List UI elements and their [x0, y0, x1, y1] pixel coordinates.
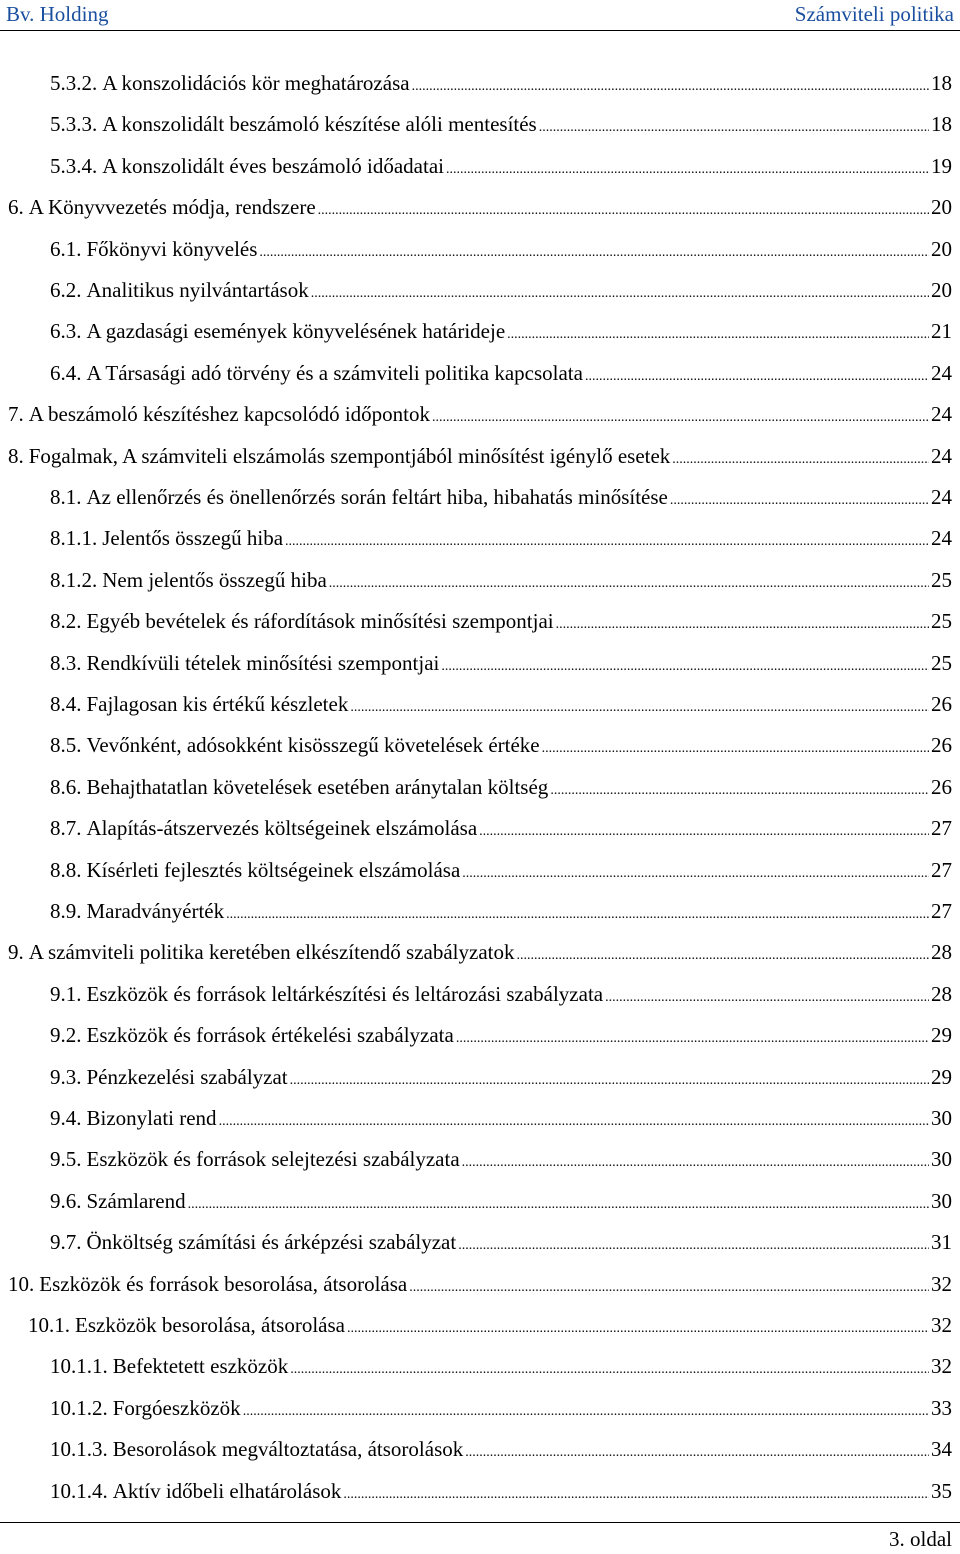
toc-entry-page: 26: [931, 692, 952, 716]
toc-leader-dots: [458, 1227, 929, 1261]
toc-entry-page: 24: [931, 485, 952, 509]
toc-entry-title: Rendkívüli tételek minősítési szempontjai: [86, 650, 440, 675]
toc-entry[interactable]: [8, 1269, 952, 1299]
toc-entry-number: 9.5.: [50, 1147, 82, 1172]
toc-entry-number: 6.4.: [50, 360, 82, 385]
toc-entry-page: 26: [931, 774, 952, 799]
toc-entry-number: 8.2.: [50, 609, 82, 634]
toc-entry-number: 6.2.: [50, 278, 82, 302]
toc-entry-number: 9.2.: [50, 1023, 82, 1048]
toc-entry[interactable]: [50, 1062, 952, 1092]
toc-entry-number: 5.3.4.: [50, 153, 98, 178]
toc-entry-number: 9.1.: [50, 981, 82, 1006]
toc-entry-page: 30: [931, 1147, 952, 1172]
toc-entry-number: 9.: [8, 940, 24, 965]
toc-entry-title: Maradványérték: [86, 899, 225, 923]
toc-leader-dots: [432, 399, 929, 433]
toc-leader-dots: [290, 1062, 929, 1096]
toc-entry[interactable]: [50, 772, 952, 802]
toc-leader-dots: [412, 68, 929, 102]
footer-divider: [0, 1522, 960, 1523]
toc-entry-page: 25: [931, 650, 952, 675]
toc-entry-number: 8.7.: [50, 816, 82, 841]
toc-entry-title: Eszközök és források leltárkészítési és leltározási szabályzata: [86, 981, 604, 1006]
toc-entry-title: A Könyvvezetés módja, rendszere: [28, 195, 316, 220]
toc-entry-number: 8.9.: [50, 899, 82, 923]
toc-entry-page: 34: [931, 1437, 952, 1462]
toc-leader-dots: [446, 151, 929, 185]
toc-entry[interactable]: [50, 109, 952, 139]
toc-entry[interactable]: [8, 937, 952, 967]
toc-leader-dots: [219, 1103, 929, 1137]
toc-leader-dots: [259, 234, 929, 268]
toc-entry-title: A konszolidált éves beszámoló időadatai: [102, 153, 444, 178]
header-document-title: Számviteli politika: [794, 2, 954, 26]
toc-entry-number: 8.1.: [50, 485, 82, 509]
toc-entry[interactable]: [50, 358, 952, 388]
toc-entry[interactable]: [50, 1476, 952, 1506]
toc-entry-title: Pénzkezelési szabályzat: [86, 1064, 288, 1089]
toc-entry[interactable]: [50, 482, 952, 512]
toc-entry-number: 7.: [8, 402, 24, 427]
toc-entry-title: Jelentős összegű hiba: [102, 526, 284, 551]
toc-entry-number: 10.1.4.: [50, 1478, 108, 1503]
toc-entry-title: Eszközök és források értékelési szabályzata: [86, 1023, 454, 1048]
toc-leader-dots: [539, 109, 929, 143]
toc-entry-page: 31: [931, 1230, 952, 1255]
toc-entry-title: Befektetett eszközök: [112, 1354, 289, 1379]
toc-entry-title: A konszolidációs kör meghatározása: [102, 71, 410, 95]
toc-leader-dots: [670, 482, 929, 516]
header-company: Bv. Holding: [6, 2, 109, 26]
toc-entry-page: 30: [931, 1188, 952, 1213]
toc-entry-title: Alapítás-átszervezés költségeinek elszámolása: [86, 816, 478, 841]
toc-entry[interactable]: [50, 689, 952, 719]
toc-entry-page: 28: [931, 981, 952, 1006]
toc-leader-dots: [311, 275, 929, 309]
toc-entry[interactable]: [8, 192, 952, 222]
toc-entry-number: 10.1.3.: [50, 1437, 108, 1462]
toc-entry-number: 8.5.: [50, 733, 82, 758]
toc-entry-title: Vevőnként, adósokként kisösszegű követelések értéke: [86, 733, 540, 758]
toc-entry[interactable]: [50, 1186, 952, 1216]
toc-entry-page: 27: [931, 857, 952, 882]
toc-entry-number: 10.1.: [28, 1313, 70, 1337]
toc-entry-number: 8.3.: [50, 650, 82, 675]
toc-leader-dots: [347, 1310, 929, 1344]
toc-entry[interactable]: [50, 896, 952, 926]
toc-entry-title: A beszámoló készítéshez kapcsolódó időpontok: [28, 402, 430, 427]
toc-leader-dots: [550, 772, 929, 806]
toc-entry[interactable]: [50, 316, 952, 346]
toc-entry[interactable]: [50, 523, 952, 553]
toc-entry[interactable]: [8, 399, 952, 429]
toc-entry-page: 29: [931, 1064, 952, 1089]
toc-entry-title: Számlarend: [86, 1188, 186, 1213]
toc-entry[interactable]: [50, 648, 952, 678]
toc-entry-title: A gazdasági események könyvelésének határideje: [86, 319, 506, 344]
toc-entry[interactable]: [50, 151, 952, 181]
toc-entry-number: 9.4.: [50, 1106, 82, 1130]
toc-entry-title: Nem jelentős összegű hiba: [102, 567, 327, 592]
toc-entry-number: 5.3.2.: [50, 71, 98, 95]
toc-leader-dots: [318, 192, 929, 226]
toc-entry-number: 9.3.: [50, 1064, 82, 1089]
toc-entry-page: 24: [931, 443, 952, 468]
toc-leader-dots: [556, 606, 929, 640]
toc-entry-title: Forgóeszközök: [112, 1395, 241, 1420]
toc-entry[interactable]: [50, 606, 952, 636]
toc-entry-title: A számviteli politika keretében elkészítendő szabályzatok: [28, 940, 515, 965]
toc-entry-page: 33: [931, 1395, 952, 1420]
toc-entry-title: Analitikus nyilvántartások: [86, 278, 309, 302]
toc-entry-title: Eszközök és források besorolása, átsorolása: [39, 1271, 408, 1296]
toc-entry-title: Egyéb bevételek és ráfordítások minősítési szempontjai: [86, 609, 554, 634]
toc-entry-title: Fajlagosan kis értékű készletek: [86, 692, 349, 716]
toc-entry-title: Önköltség számítási és árképzési szabályzat: [86, 1230, 457, 1255]
toc-entry[interactable]: [50, 730, 952, 760]
toc-entry[interactable]: [50, 1227, 952, 1257]
toc-entry[interactable]: [50, 68, 952, 98]
toc-leader-dots: [456, 1020, 929, 1054]
toc-entry[interactable]: [50, 855, 952, 885]
toc-entry-number: 8.1.2.: [50, 567, 98, 592]
toc-entry-page: 21: [931, 319, 952, 344]
toc-entry-page: 32: [931, 1271, 952, 1296]
toc-entry[interactable]: [50, 1020, 952, 1050]
toc-entry[interactable]: [50, 1434, 952, 1464]
toc-entry-title: Besorolások megváltoztatása, átsorolások: [112, 1437, 464, 1462]
toc-entry-page: 32: [931, 1313, 952, 1337]
toc-entry[interactable]: [50, 1351, 952, 1381]
toc-leader-dots: [465, 1434, 929, 1468]
toc-leader-dots: [329, 565, 929, 599]
toc-entry[interactable]: [50, 1144, 952, 1174]
toc-entry-number: 8.1.1.: [50, 526, 98, 551]
toc-entry-title: Az ellenőrzés és önellenőrzés során feltárt hiba, hibahatás minősítése: [86, 485, 668, 509]
toc-leader-dots: [290, 1351, 929, 1385]
toc-entry-number: 10.1.1.: [50, 1354, 108, 1379]
toc-entry-number: 5.3.3.: [50, 112, 98, 137]
toc-entry-title: Aktív időbeli elhatárolások: [112, 1478, 342, 1503]
toc-entry-page: 24: [931, 526, 952, 551]
toc-entry-number: 10.: [8, 1271, 35, 1296]
toc-leader-dots: [343, 1476, 929, 1510]
toc-entry[interactable]: [50, 1103, 952, 1133]
toc-entry-page: 25: [931, 609, 952, 634]
toc-entry-number: 9.6.: [50, 1188, 82, 1213]
toc-entry-title: Eszközök és források selejtezési szabályzata: [86, 1147, 460, 1172]
page-header: [0, 0, 960, 31]
toc-entry-page: 18: [931, 71, 952, 95]
toc-entry-number: 9.7.: [50, 1230, 82, 1255]
toc-leader-dots: [605, 979, 929, 1013]
toc-entry-number: 8.6.: [50, 774, 82, 799]
toc-entry-title: A konszolidált beszámoló készítése alóli mentesítés: [102, 112, 537, 137]
toc-leader-dots: [285, 523, 929, 557]
toc-leader-dots: [243, 1393, 929, 1427]
toc-leader-dots: [479, 813, 929, 847]
toc-leader-dots: [672, 441, 929, 475]
toc-entry-page: 18: [931, 112, 952, 137]
toc-entry-number: 8.: [8, 443, 24, 468]
toc-entry-page: 19: [931, 153, 952, 178]
toc-leader-dots: [517, 937, 930, 971]
toc-entry[interactable]: [50, 1393, 952, 1423]
toc-entry-page: 20: [931, 236, 952, 261]
toc-entry-title: Főkönyvi könyvelés: [86, 236, 258, 261]
toc-entry-page: 27: [931, 816, 952, 841]
toc-entry[interactable]: [50, 275, 952, 305]
toc-entry-title: Eszközök besorolása, átsorolása: [75, 1313, 345, 1337]
toc-leader-dots: [226, 896, 929, 930]
toc-entry-title: Behajthatatlan követelések esetében aránytalan költség: [86, 774, 549, 799]
toc-entry-number: 8.4.: [50, 692, 82, 716]
toc-entry-number: 10.1.2.: [50, 1395, 108, 1420]
toc-entry-page: 35: [931, 1478, 952, 1503]
toc-entry-page: 20: [931, 195, 952, 220]
toc-entry-number: 6.: [8, 195, 24, 220]
toc-entry-number: 8.8.: [50, 857, 82, 882]
toc-entry-title: A Társasági adó törvény és a számviteli politika kapcsolata: [86, 360, 583, 385]
toc-entry-page: 27: [931, 899, 952, 923]
toc-entry[interactable]: [50, 234, 952, 264]
toc-entry-page: 24: [931, 402, 952, 427]
toc-entry-page: 26: [931, 733, 952, 758]
toc-entry-number: 6.3.: [50, 319, 82, 344]
toc-leader-dots: [462, 855, 929, 889]
toc-entry[interactable]: [50, 565, 952, 595]
toc-entry[interactable]: [50, 813, 952, 843]
toc-entry-page: 20: [931, 278, 952, 302]
toc-leader-dots: [409, 1269, 929, 1303]
toc-entry-title: Kísérleti fejlesztés költségeinek elszámolása: [86, 857, 461, 882]
toc-entry[interactable]: [50, 979, 952, 1009]
toc-leader-dots: [188, 1186, 929, 1220]
toc-entry-page: 25: [931, 567, 952, 592]
toc-leader-dots: [462, 1144, 929, 1178]
toc-entry-page: 28: [931, 940, 952, 965]
toc-entry-number: 6.1.: [50, 236, 82, 261]
toc-entry-page: 29: [931, 1023, 952, 1048]
toc-entry-page: 24: [931, 360, 952, 385]
toc-entry-title: Bizonylati rend: [86, 1106, 217, 1130]
toc-entry-page: 32: [931, 1354, 952, 1379]
page-number: 3. oldal: [889, 1527, 952, 1551]
toc-entry[interactable]: [8, 441, 952, 471]
toc-leader-dots: [441, 648, 929, 682]
toc-entry-title: Fogalmak, A számviteli elszámolás szempontjából minősítést igénylő esetek: [28, 443, 671, 468]
toc-leader-dots: [542, 730, 929, 764]
toc-entry-page: 30: [931, 1106, 952, 1130]
toc-leader-dots: [350, 689, 929, 723]
toc-leader-dots: [507, 316, 929, 350]
toc-leader-dots: [585, 358, 929, 392]
toc-entry[interactable]: [28, 1310, 952, 1340]
